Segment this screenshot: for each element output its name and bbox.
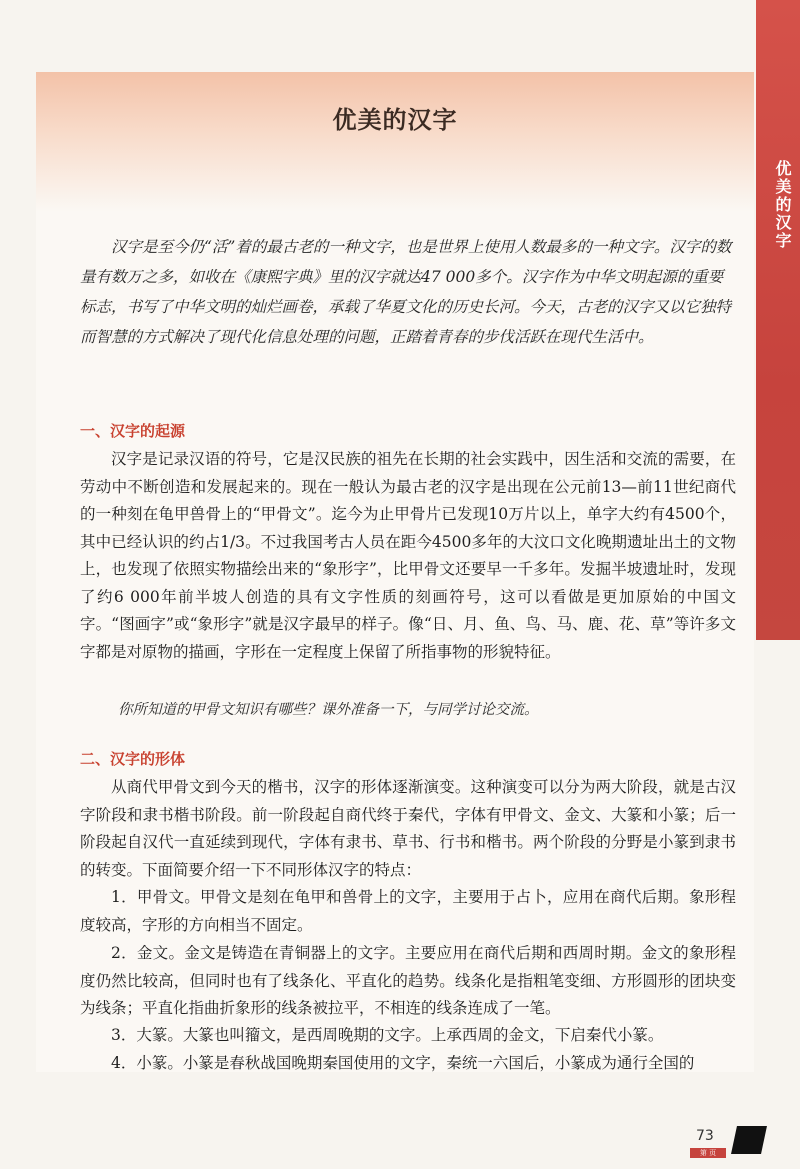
side-tab-label: 优美的汉字 <box>773 160 792 250</box>
list-item: 2．金文。金文是铸造在青铜器上的文字。主要应用在商代后期和西周时期。金文的象形程度仍然比较高，但同时也有了线条化、平直化的趋势。线条化是指粗笔变细、方形圆形的团块变为线条；平直化指曲折象形的线条被拉平，不相连的线条连成了一笔。 <box>80 944 736 1017</box>
section-forms-body: 从商代甲骨文到今天的楷书，汉字的形体逐渐演变。这种演变可以分为两大阶段，就是古汉字阶段和隶书楷书阶段。前一阶段起自商代终于秦代，字体有甲骨文、金文、大篆和小篆；后一阶段起自汉代一直延续到现代，字体有隶书、草书、行书和楷书。两个阶段的分野是小篆到隶书的转变。下面简要介绍一下不同形体汉字的特点： <box>80 778 736 879</box>
page-title: 优美的汉字 <box>332 105 458 134</box>
intro-paragraph: 汉字是至今仍“活”着的最古老的一种文字，也是世界上使用人数最多的一种文字。汉字的数量有数万之多，如收在《康熙字典》里的汉字就达47 000多个。汉字作为中华文明起源的重要标志，书写了中华文明的灿烂画卷，承载了华夏文化的历史长河。今天，古老的汉字又以它独特而智慧的方式解决了现代化信息处理的问题，正踏着青春的步伐活跃在现代生活中。 <box>80 238 732 346</box>
list-item: 1．甲骨文。甲骨文是刻在龟甲和兽骨上的文字，主要用于占卜，应用在商代后期。象形程度较高，字形的方向相当不固定。 <box>80 888 736 934</box>
page-footer-label: 第 页 <box>690 1148 726 1158</box>
list-item: 3．大篆。大篆也叫籀文，是西周晚期的文字。上承西周的金文，下启秦代小篆。 <box>111 1026 664 1044</box>
discussion-note: 你所知道的甲骨文知识有哪些？课外准备一下，与同学讨论交流。 <box>118 702 539 718</box>
section-origin-body: 汉字是记录汉语的符号，它是汉民族的祖先在长期的社会实践中，因生活和交流的需要，在劳动中不断创造和发展起来的。现在一般认为最古老的汉字是出现在公元前13—前11世纪商代的一种刻在龟甲兽骨上的“甲骨文”。迄今为止甲骨片已发现10万片以上，单字大约有4500个，其中已经认识的约占1/3。不过我国考古人员在距今4500多年的大汶口文化晚期遗址出土的文物上，也发现了依照实物描绘出来的“象形字”，比甲骨文还要早一千多年。发掘半坡遗址时，发现了约6 000年前半坡人创造的具有文字性质的刻画符号，这可以看做是更加原始的中国文字。“图画字”或“象形字”就是汉字最早的样子。像“日、月、鱼、鸟、马、鹿、花、草”等许多文字都是对原物的描画，字形在一定程度上保留了所指事物的形貌特征。 <box>80 450 736 661</box>
page-number: 73 <box>696 1128 714 1144</box>
section-heading-origin: 一、汉字的起源 <box>80 422 186 440</box>
list-item: 4．小篆。小篆是春秋战国晚期秦国使用的文字，秦统一六国后，小篆成为通行全国的 <box>111 1054 695 1072</box>
corner-decoration <box>731 1126 767 1154</box>
header-band <box>36 72 754 212</box>
section-heading-forms: 二、汉字的形体 <box>80 750 186 768</box>
side-tab <box>756 0 800 640</box>
